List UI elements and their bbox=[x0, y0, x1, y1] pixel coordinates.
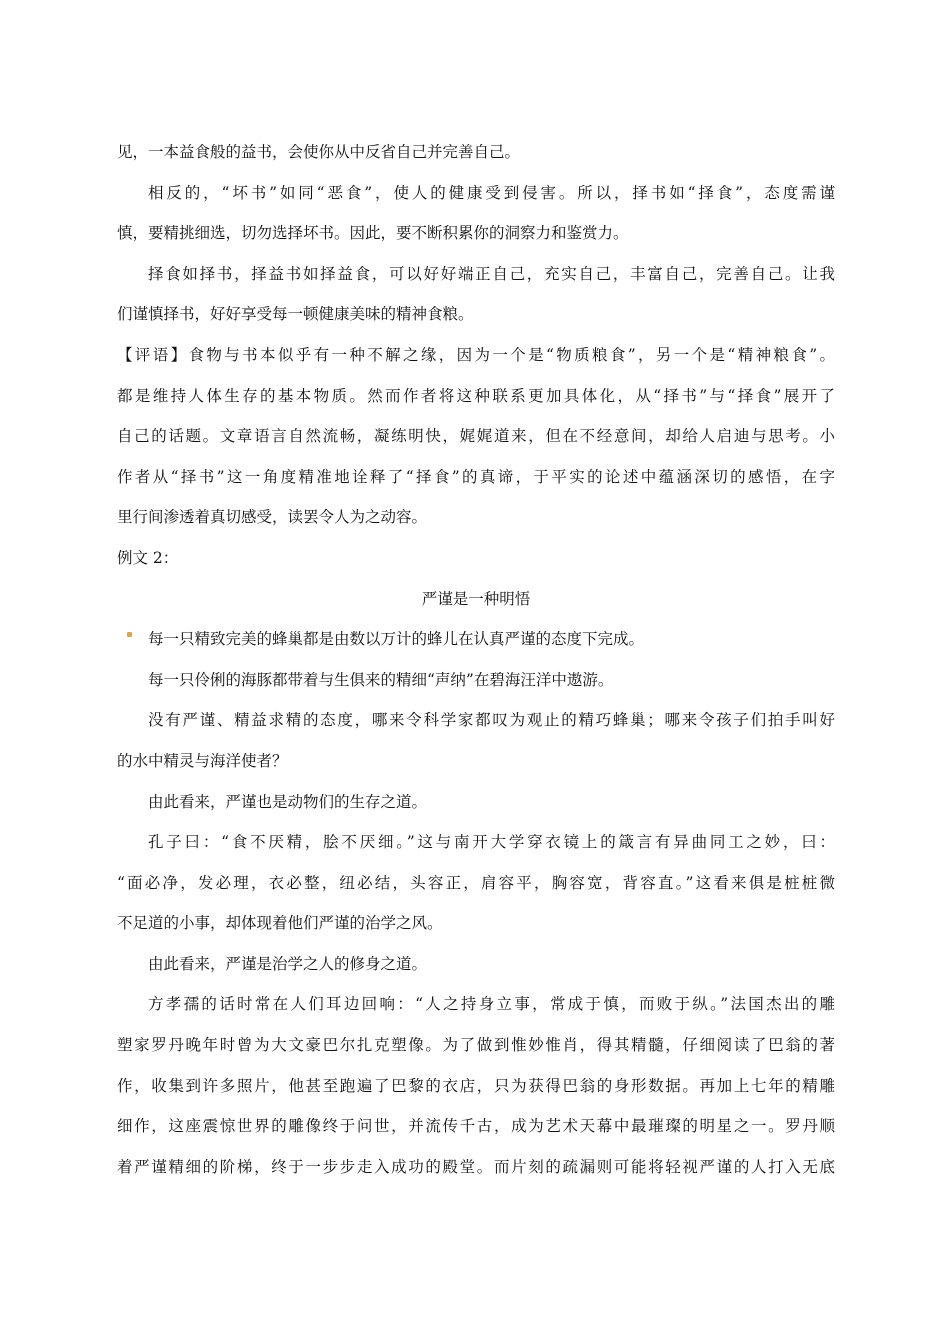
example-label: 例文 2： bbox=[117, 548, 179, 567]
paragraph-line: 方孝孺的话时常在人们耳边回响：“人之持身立事，常成于慎，而败于纵。”法国杰出的雕 bbox=[148, 995, 835, 1014]
paragraph-line: 慎，要精挑细选，切勿选择坏书。因此，要不断积累你的洞察力和鉴赏力。 bbox=[117, 224, 629, 243]
paragraph-line: 相反的，“坏书”如同“恶食”，使人的健康受到侵害。所以，择书如“择食”，态度需谨 bbox=[148, 183, 835, 202]
comment-line: 作者从“择书”这一角度精准地诠释了“择食”的真谛，于平实的论述中蕴涵深切的感悟，在字 bbox=[117, 467, 835, 486]
paragraph-line: 不足道的小事，却体现着他们严谨的治学之风。 bbox=[117, 914, 443, 933]
paragraph-line: 见，一本益食般的益书，会使你从中反省自己并完善自己。 bbox=[117, 143, 521, 161]
paragraph-line: 们谨慎择书，好好享受每一顿健康美味的精神食粮。 bbox=[117, 305, 474, 324]
document-page bbox=[117, 132, 835, 1187]
paragraph-line: 择食如择书，择益书如择益食，可以好好端正自己，充实自己，丰富自己，完善自己。让我 bbox=[148, 264, 835, 283]
paragraph-line: 由此看来，严谨是治学之人的修身之道。 bbox=[148, 954, 428, 973]
paragraph-line: 细作，这座震惊世界的雕像终于问世，并流传千古，成为艺术天幕中最璀璨的明星之一。罗丹顺 bbox=[117, 1117, 835, 1136]
paragraph-line: “面必净，发必理，衣必整，纽必结，头容正，肩容平，胸容宽，背容直。”这看来俱是桩桩微 bbox=[117, 873, 835, 892]
paragraph-line: 的水中精灵与海洋使者？ bbox=[117, 751, 288, 770]
bullet-marker-icon bbox=[127, 632, 132, 637]
comment-line: 里行间渗透着真切感受，读罢令人为之动容。 bbox=[117, 508, 428, 527]
paragraph-text: 每一只精致完美的蜂巢都是由数以万计的蜂儿在认真严谨的态度下完成。 bbox=[148, 630, 645, 649]
paragraph-line: 着严谨精细的阶梯，终于一步步走入成功的殿堂。而片刻的疏漏则可能将轻视严谨的人打入无底 bbox=[117, 1157, 835, 1176]
paragraph-line bbox=[117, 619, 835, 660]
comment-line: 都是维持人体生存的基本物质。然而作者将这种联系更加具体化，从“择书”与“择食”展开了 bbox=[117, 386, 835, 405]
paragraph-line: 没有严谨、精益求精的态度，哪来令科学家都叹为观止的精巧蜂巢；哪来令孩子们拍手叫好 bbox=[148, 711, 835, 730]
comment-line: 【评语】食物与书本似乎有一种不解之缘，因为一个是“物质粮食”，另一个是“精神粮食”。 bbox=[117, 345, 835, 364]
essay-title: 严谨是一种明悟 bbox=[421, 589, 531, 608]
paragraph-line: 每一只伶俐的海豚都带着与生俱来的精细“声纳”在碧海汪洋中遨游。 bbox=[148, 670, 614, 689]
paragraph-line: 由此看来，严谨也是动物们的生存之道。 bbox=[148, 792, 428, 811]
paragraph-line: 塑家罗丹晚年时曾为大文豪巴尔扎克塑像。为了做到惟妙惟肖，得其精髓，仔细阅读了巴翁的著 bbox=[117, 1036, 835, 1055]
paragraph-line: 作，收集到许多照片，他甚至跑遍了巴黎的衣店，只为获得巴翁的身形数据。再加上七年的精雕 bbox=[117, 1076, 835, 1095]
paragraph-line: 孔子曰：“食不厌精，脍不厌细。”这与南开大学穿衣镜上的箴言有异曲同工之妙，曰： bbox=[148, 833, 835, 852]
comment-line: 自己的话题。文章语言自然流畅，凝练明快，娓娓道来，但在不经意间，却给人启迪与思考。小 bbox=[117, 427, 835, 446]
